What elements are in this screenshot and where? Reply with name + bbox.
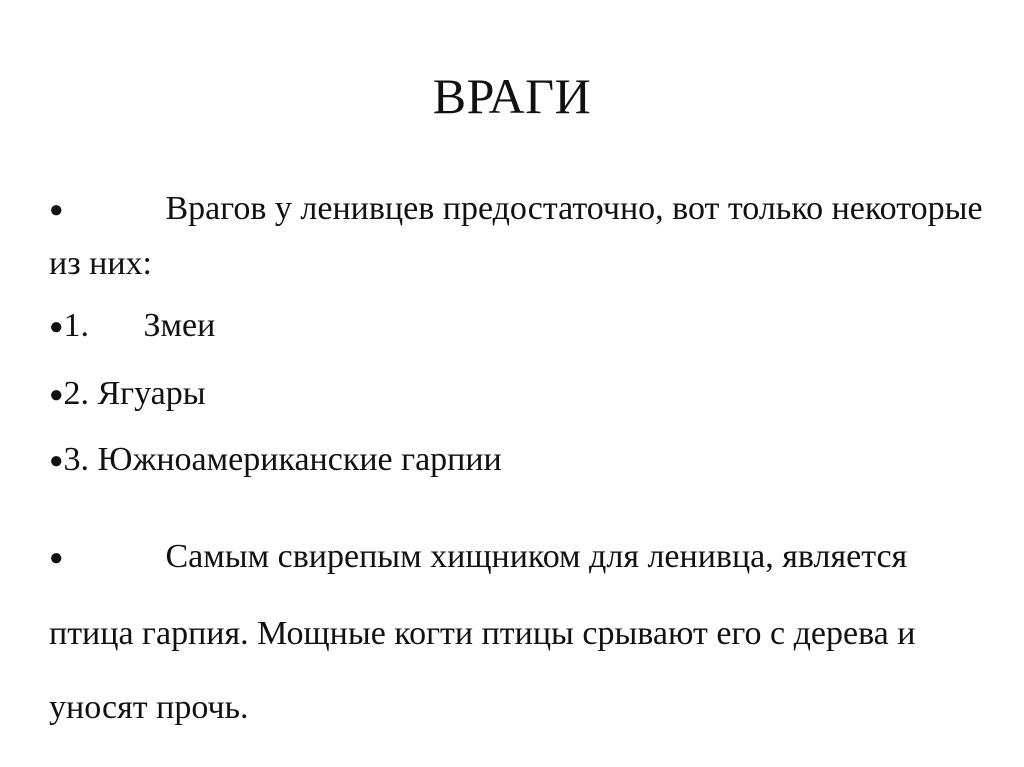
list-item-text: Змеи [143,307,216,344]
list-item [49,370,989,421]
list-item-number: 2. [63,375,89,412]
closing-text: Самым свирепым хищником для ленивца, является птица гарпия. Мощные когти птицы срывают его с дерева и уносят прочь. [49,538,916,726]
list-item-number: 3. [63,441,89,478]
bullet-icon: ● [49,545,64,571]
bullet-icon: ● [49,382,64,408]
bullet-icon: ● [49,314,64,340]
bullet-icon: ● [49,448,64,474]
intro-text: Врагов у ленивцев предостаточно, вот только некоторые из них: [49,190,983,282]
list-item-text: Южноамериканские гарпии [97,441,502,478]
closing-paragraph [49,520,989,745]
list-item [49,436,989,487]
slide-title: ВРАГИ [432,68,592,124]
bullet-icon: ● [49,197,64,223]
intro-paragraph [49,183,989,290]
list-item [49,302,989,353]
list-item-text: Ягуары [97,375,206,412]
list-item-number: 1. [63,307,89,344]
